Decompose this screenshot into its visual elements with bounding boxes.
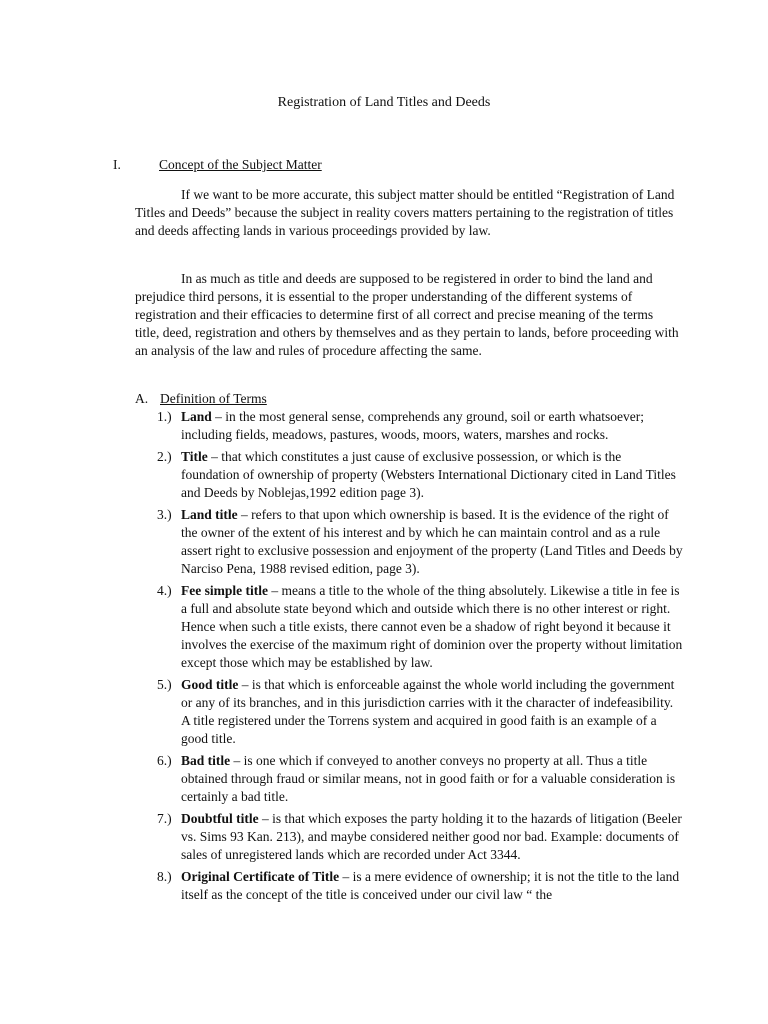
paragraph: In as much as title and deeds are supposed to be registered in order to bind the land and prejudice third persons, it is essential to the proper understanding of the different systems of registration and their efficacies to determine first of all correct and precise meaning of the terms title, deed, registration and others by themselves and as they pertain to lands, before proceeding with an analysis of the law and rules of procedure affecting the same. (135, 271, 679, 358)
item-number: 7.) (157, 811, 172, 826)
item-number: 6.) (157, 753, 172, 768)
definition-text: – refers to that upon which ownership is based. It is the evidence of the right of the owner of the extent of his interest and by which he can maintain control and as a rule assert right to exclusive possession and enjoyment of the property (Land Titles and Deeds by Narciso Pena, 1988 revised edition, page 3). (181, 507, 683, 576)
definition-text: – is a mere evidence of ownership; it is not the title to the land itself as the concept of the title is conceived under our civil law “ the (181, 869, 680, 902)
defined-term: Title (181, 449, 208, 464)
paragraph: If we want to be more accurate, this subject matter should be entitled “Registration of Land Titles and Deeds” because the subject in reality covers matters pertaining to the registration of titles and deeds affecting lands in various proceedings provided by law. (135, 187, 675, 238)
definition-text: – that which constitutes a just cause of exclusive possession, or which is the foundation of ownership of property (Websters International Dictionary cited in Land Titles and Deeds by Noblejas,1992 edition page 3). (181, 449, 676, 500)
subsection-title: Definition of Terms (160, 391, 267, 406)
definition-item (157, 506, 683, 578)
definition-item (157, 448, 683, 502)
definition-text: – is that which exposes the party holding it to the hazards of litigation (Beeler vs. Sims 93 Kan. 213), and maybe considered neither good nor bad. Example: documents of sales of unregistered lands which are recorded under Act 3344. (181, 811, 682, 862)
definition-text: – in the most general sense, comprehends any ground, soil or earth whatsoever; including fields, meadows, pastures, woods, moors, waters, marshes and rocks. (181, 409, 645, 442)
definition-item (157, 408, 683, 444)
definition-text: – is one which if conveyed to another conveys no property at all. Thus a title obtained through fraud or similar means, not in good faith or for a valuable consideration is certainly a bad title. (181, 753, 676, 804)
defined-term: Land title (181, 507, 238, 522)
definition-item (157, 676, 683, 748)
item-number: 4.) (157, 583, 172, 598)
definition-text: – means a title to the whole of the thing absolutely. Likewise a title in fee is a full and absolute state beyond which and outside which there is no other interest or right. Hence when such a title exists, there cannot even be a shadow of right beyond it because it involves the exercise of the maximum right of dominion over the property without limitation except those which may be established by law. (181, 583, 683, 670)
definitions-list (157, 408, 683, 908)
item-number: 3.) (157, 507, 172, 522)
item-number: 2.) (157, 449, 172, 464)
defined-term: Fee simple title (181, 583, 268, 598)
item-number: 8.) (157, 869, 172, 884)
defined-term: Original Certificate of Title (181, 869, 340, 884)
defined-term: Bad title (181, 753, 231, 768)
defined-term: Good title (181, 677, 239, 692)
definition-text: – is that which is enforceable against the whole world including the government or any of its branches, and in this jurisdiction carries with it the character of indefeasibility. A title registered under the Torrens system and acquired in good faith is an example of a good title. (181, 677, 675, 746)
item-number: 5.) (157, 677, 172, 692)
defined-term: Doubtful title (181, 811, 259, 826)
section-title: Concept of the Subject Matter (159, 157, 322, 172)
section-number: I. (113, 157, 121, 172)
subsection-letter: A. (135, 391, 149, 406)
definition-item (157, 752, 683, 806)
document-title: Registration of Land Titles and Deeds (277, 95, 491, 110)
item-number: 1.) (157, 409, 172, 424)
definition-item (157, 582, 683, 672)
definition-item (157, 868, 683, 904)
defined-term: Land (181, 409, 212, 424)
definition-item (157, 810, 683, 864)
